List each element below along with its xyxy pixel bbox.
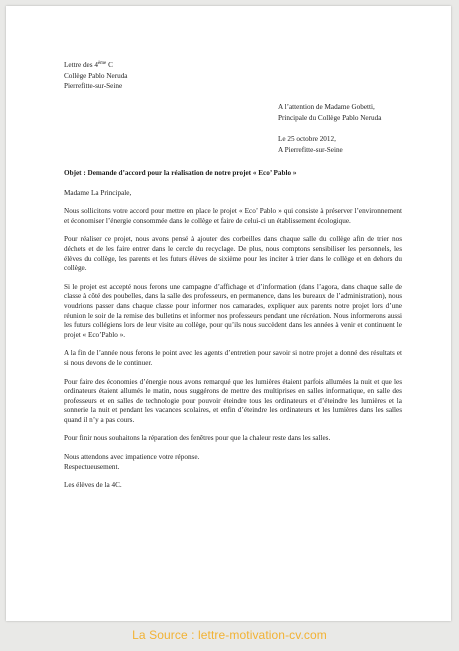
letter-closing [64,453,402,491]
recipient-block [278,102,381,123]
paragraph-sorting: Pour réaliser ce projet, nous avons pensé à ajouter des corbeilles dans chaque salle du collège afin de trier nos déchets et de les faire entrer dans le cercle du recyclage. De plus, nous comptons sensibiliser les personnels, les élèves du collège, les parents et les futurs élèves de sixième pour les inciter à trier dans le collège et en dehors du collège. [64,235,402,273]
letter-date: Le 25 octobre 2012, [278,135,336,143]
closing-line-1: Nous attendons avec impatience votre réponse. [64,453,200,462]
sender-city: Pierrefitte-sur-Seine [64,82,123,90]
closing-line-2: Respectueusement. [64,462,120,471]
paragraph-review: A la fin de l’année nous ferons le point avec les agents d’entretien pour savoir si notre projet a donné des résultats et si nous devons de le continuer. [64,349,402,367]
letter-body [64,169,402,491]
letter-signature: Les élèves de la 4C. [64,481,122,490]
sender-class-prefix: Lettre des 4 [64,61,98,69]
date-block [278,134,343,155]
sender-block [64,60,127,92]
paragraph-intro: Nous sollicitons votre accord pour mettre en place le projet « Eco’ Pablo » qui consiste à préserver l’environnement et économiser l’énergie consommée dans le collège et faire de celui-ci un établissement écologique. [64,207,402,225]
source-footer: La Source : lettre-motivation-cv.com [132,628,327,642]
letter-salutation: Madame La Principale, [64,188,132,197]
sender-class-suffix: C [106,61,113,69]
letter-page [6,6,451,621]
recipient-title: Principale du Collège Pablo Neruda [278,113,382,122]
letter-object: Objet : Demande d’accord pour la réalisation de notre projet « Eco’ Pablo » [64,169,297,177]
recipient-attention: A l’attention de Madame Gobetti, [278,103,375,111]
letter-place: A Pierrefitte-sur-Seine [278,145,343,154]
paragraph-campaign: Si le projet est accepté nous ferons une campagne d’affichage et d’information (dans l’agora, dans chaque salle de classe à côté des poubelles, dans la salle des professeurs, en permanence, dans les bureaux de l’administration), nous voudrions passer dans chaque classe pour informer nos camarades, expliquer aux parents notre projet lors d’une réunion le soir de la remise des bulletins et informer nos professeurs pendant une récréation. Nous informerons aussi les futurs collégiens lors de leur visite au collège, pour qu’ils nous succèdent dans les années à venir et continuent le projet « Eco’Pablo ». [64,282,402,339]
paragraph-windows: Pour finir nous souhaitons la réparation des fenêtres pour que la chaleur reste dans les salles. [64,434,331,443]
sender-school: Collège Pablo Neruda [64,71,128,80]
sender-class [64,60,127,71]
paragraph-energy: Pour faire des économies d’énergie nous avons remarqué que les lumières étaient parfois allumées la nuit et que les ordinateurs étaient allumés le matin, nous suggérons de mettre des multiprises en salles informatique, en salle des professeurs et en salles de technologie pour pouvoir éteindre tous les ordinateurs et d’éteindre les lumières et la sonnerie la nuit et pendant les vacances scolaires, et enfin d’éteindre les ordinateurs et les lumières dans les salles quand il n’y a pas cours. [64,377,402,424]
sender-class-superscript: ème [97,61,107,66]
